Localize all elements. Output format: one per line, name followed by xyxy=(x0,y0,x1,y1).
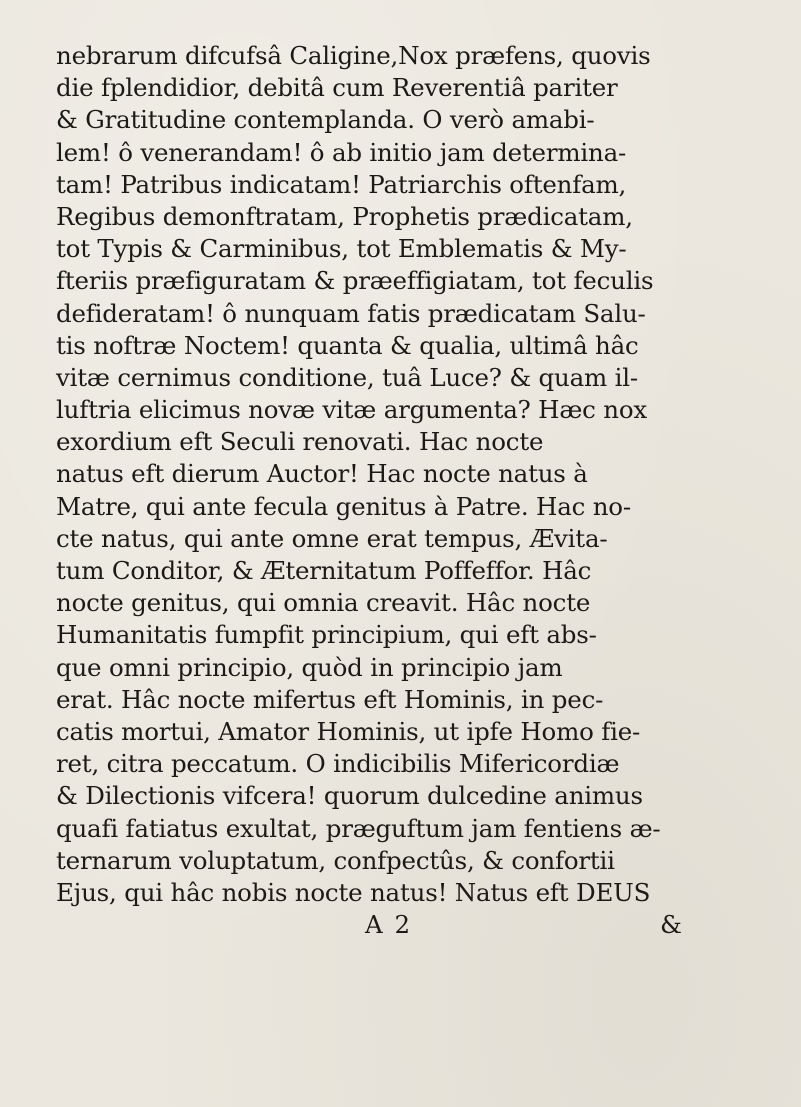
text-line: tum Conditor, & Æternitatum Poffeffor. Hâc xyxy=(56,556,592,585)
page-footer-line xyxy=(56,909,791,941)
latin-text-block xyxy=(56,40,791,941)
text-line: nebrarum difcufsâ Caligine,Nox præfens, quovis xyxy=(56,41,651,70)
text-line: Regibus demonftratam, Prophetis prædicatam, xyxy=(56,201,633,231)
text-line: tot Typis & Carminibus, tot Emblematis & My- xyxy=(56,234,627,264)
text-line: catis mortui, Amator Hominis, ut ipfe Homo fie- xyxy=(56,716,641,746)
text-line: ternarum voluptatum, confpectûs, & confortii xyxy=(56,845,615,875)
text-line: cte natus, qui ante omne erat tempus, Ævita- xyxy=(56,523,608,553)
text-line: nocte genitus, qui omnia creavit. Hâc nocte xyxy=(56,588,591,618)
text-line: vitæ cernimus conditione, tuâ Luce? & quam il- xyxy=(56,362,638,392)
catchword: & xyxy=(660,910,682,940)
text-line: & Dilectionis vifcera! quorum dulcedine animus xyxy=(56,781,643,811)
text-line: tam! Patribus indicatam! Patriarchis oftenfam, xyxy=(56,169,627,199)
text-line: lem! ô venerandam! ô ab initio jam determina- xyxy=(56,137,627,167)
text-line: exordium eft Seculi renovati. Hac nocte xyxy=(56,427,544,457)
text-line: Humanitatis fumpfit principium, qui eft abs- xyxy=(56,620,597,650)
text-line: tis noftræ Noctem! quanta & qualia, ultimâ hâc xyxy=(56,330,639,360)
text-line: fteriis præfiguratam & præeffigiatam, tot feculis xyxy=(56,266,654,296)
text-line: defideratam! ô nunquam fatis prædicatam Salu- xyxy=(56,298,646,328)
text-line: & Gratitudine contemplanda. O verò amabi- xyxy=(56,105,595,135)
text-line: erat. Hâc nocte mifertus eft Hominis, in pec- xyxy=(56,684,604,714)
text-line: que omni principio, quòd in principio jam xyxy=(56,652,563,682)
text-line: luftria elicimus novæ vitæ argumenta? Hæc nox xyxy=(56,395,648,425)
text-line: ret, citra peccatum. O indicibilis Mifericordiæ xyxy=(56,749,620,779)
text-line: natus eft dierum Auctor! Hac nocte natus à xyxy=(56,459,588,489)
signature-mark: A 2 xyxy=(365,910,413,940)
text-line: die fplendidior, debitâ cum Reverentiâ pariter xyxy=(56,73,618,103)
text-line: quafi fatiatus exultat, præguftum jam fentiens æ- xyxy=(56,813,661,843)
text-line: Matre, qui ante fecula genitus à Patre. Hac no- xyxy=(56,491,631,521)
text-line: Ejus, qui hâc nobis nocte natus! Natus eft DEUS xyxy=(56,877,651,907)
